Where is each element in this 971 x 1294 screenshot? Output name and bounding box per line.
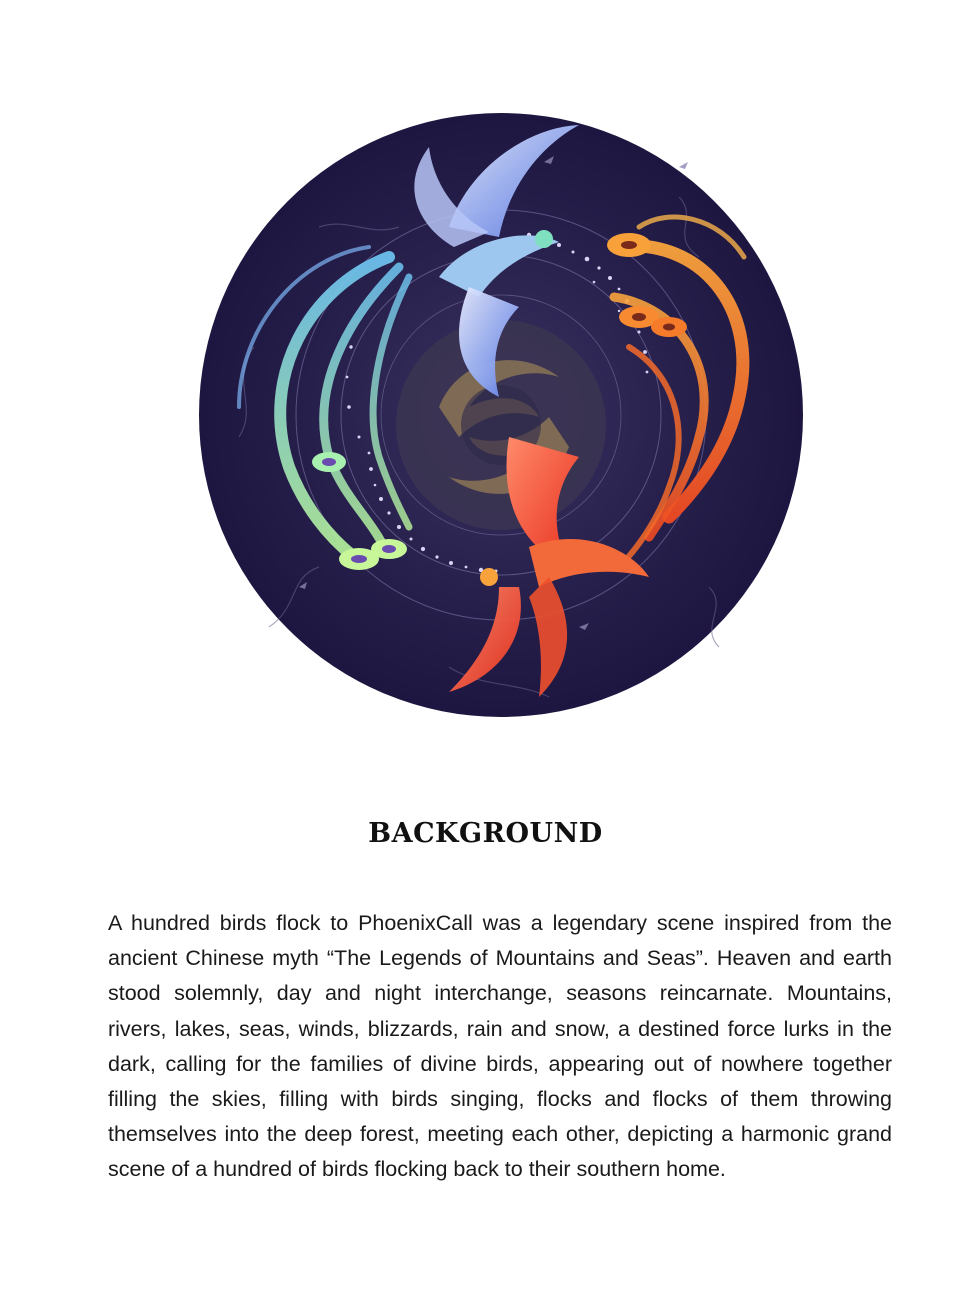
section-heading: BACKGROUND <box>368 818 603 849</box>
section-paragraph: A hundred birds flock to PhoenixCall was a legendary scene inspired from the ancient Chinese myth “The Legends of Mountains and Seas”. Heaven and earth stood solemnly, day and night interchange, seasons reincarnate. Mountains, rivers, lakes, seas, winds, blizzards, rain and snow, a destined force lurks in the dark, calling for the families of divine birds, appearing out of nowhere together filling the skies, filling with birds singing, flocks and flocks of them throwing themselves into the deep forest, meeting each other, depicting a harmonic grand scene of a hundred of birds flocking back to their southern home. <box>108 911 892 1182</box>
phoenix-illustration <box>199 107 805 723</box>
